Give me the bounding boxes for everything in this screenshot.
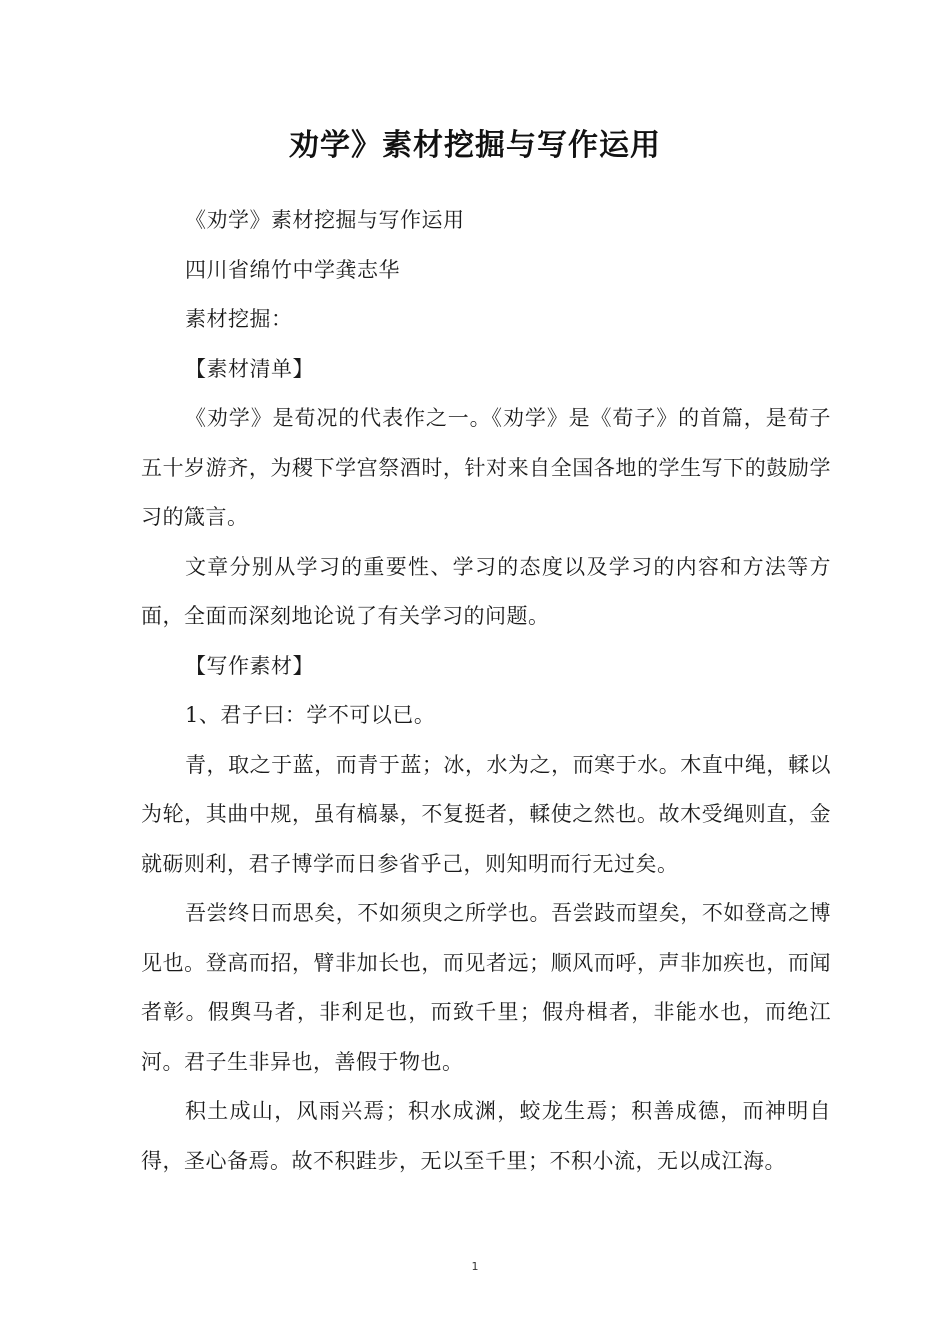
body-paragraph: 1、君子曰：学不可以已。 (185, 703, 436, 727)
author-paragraph: 四川省绵竹中学龚志华 (185, 257, 400, 282)
body-paragraph: 积土成山，风雨兴焉；积水成渊，蛟龙生焉；积善成德，而神明自得，圣心备焉。故不积跬步，无以至千里；不积小流，无以成江海。 (141, 1099, 831, 1173)
subtitle-paragraph: 《劝学》素材挖掘与写作运用 (185, 208, 465, 232)
page-number: 1 (471, 1260, 479, 1273)
section-heading-material-mining: 素材挖掘： (185, 307, 293, 331)
body-paragraph: 青，取之于蓝，而青于蓝；冰，水为之，而寒于水。木直中绳，輮以为轮，其曲中规，虽有槁暴，不复挺者，輮使之然也。故木受绳则直，金就砺则利，君子博学而日参省乎己，则知明而行无过矣。 (141, 752, 831, 876)
section-heading-material-list: 【素材清单】 (185, 356, 314, 381)
body-paragraph: 《劝学》是荀况的代表作之一。《劝学》是《荀子》的首篇，是荀子五十岁游齐，为稷下学宫祭酒时，针对来自全国各地的学生写下的鼓励学习的箴言。 (141, 406, 831, 529)
document-title: 劝学》素材挖掘与写作运用 (289, 128, 661, 163)
section-heading-writing-material: 【写作素材】 (185, 653, 314, 678)
document-body (141, 196, 831, 1186)
body-paragraph: 文章分别从学习的重要性、学习的态度以及学习的内容和方法等方面，全面而深刻地论说了有关学习的问题。 (141, 554, 831, 628)
body-paragraph: 吾尝终日而思矣，不如须臾之所学也。吾尝跂而望矣，不如登高之博见也。登高而招，臂非加长也，而见者远；顺风而呼，声非加疾也，而闻者彰。假舆马者，非利足也，而致千里；假舟楫者，非能水也，而绝江河。君子生非异也，善假于物也。 (141, 901, 831, 1074)
